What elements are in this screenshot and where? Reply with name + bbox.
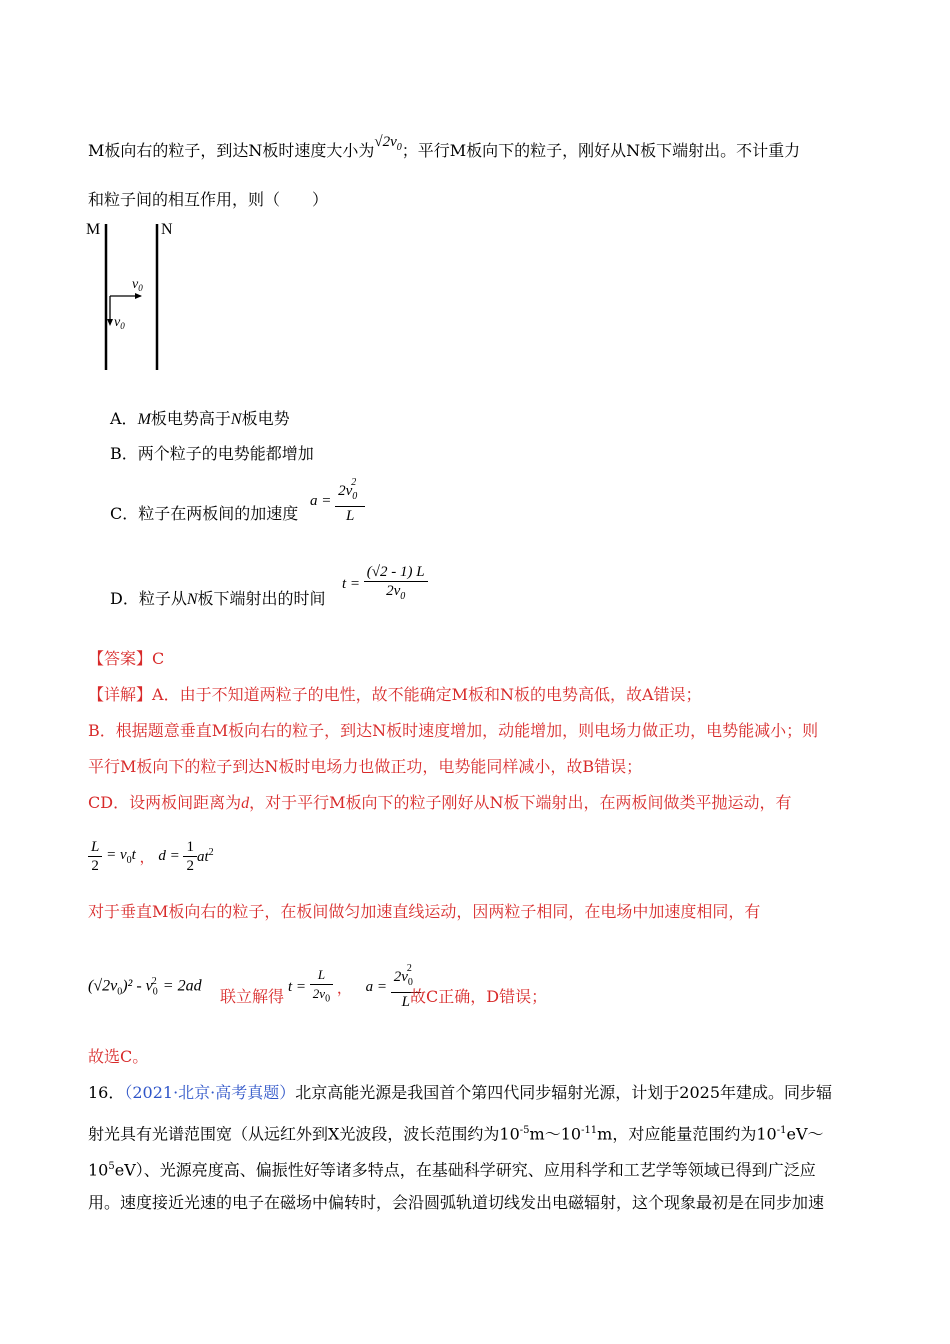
q16-line2: 射光具有光谱范围宽（从远红外到X光波段，波长范围约为$10^{-5}m\sim 10^{-11}m$，对应能量范围约为$10^{-1}eV\sim$ xyxy=(88,1124,824,1144)
sqrt2-v0: $√2v_0$ xyxy=(374,134,402,153)
option-a[interactable]: A．M板电势高于N板电势 xyxy=(110,409,290,428)
q15-line1-b: ；平行M板向下的粒子，刚好从N板下端射出。不计重力 xyxy=(401,141,801,160)
detail-cd2: 对于垂直M板向右的粒子，在板间做匀加速直线运动，因两粒子相同，在电场中加速度相同，有 xyxy=(88,902,761,921)
label-v-down: $v_0$ xyxy=(114,315,125,331)
q15-line1 xyxy=(88,134,801,169)
option-b[interactable]: B．两个粒子的电势能都增加 xyxy=(110,444,314,463)
arrow-down-head xyxy=(107,319,113,326)
q16-line1: 16．（2021·北京·高考真题）北京高能光源是我国首个第四代同步辐射光源，计划于2025年建成。同步辐 xyxy=(88,1083,833,1102)
q16-source[interactable]: （2021·北京·高考真题） xyxy=(124,1083,296,1102)
label-n: N xyxy=(161,221,173,238)
q15-line2: 和粒子间的相互作用，则（ ） xyxy=(88,190,329,209)
formula-c: a = $\frac{2v_0^2}{L}$ xyxy=(310,478,365,525)
detail-cd1: CD．设两板间距离为d，对于平行M板向下的粒子刚好从N板下端射出，在两板间做类平抛运动，有 xyxy=(88,793,792,812)
answer-label: 【答案】C xyxy=(88,649,165,668)
detail-a: 【详解】A．由于不知道两粒子的电性，故不能确定M板和N板的电势高低，故A错误； xyxy=(88,685,702,704)
q16-number: 16． xyxy=(88,1083,125,1102)
q16-line4: 用。速度接近光速的电子在磁场中偏转时，会沿圆弧轨道切线发出电磁辐射，这个现象最初是在同步加速 xyxy=(88,1193,825,1212)
equation-3: t = $\frac{L}{2v_0}$ ， a = $\frac{2v_0^2}{L}$ xyxy=(288,964,421,1011)
detail-b2: 平行M板向下的粒子到达N板时电场力也做正功，电势能同样减小，故B错误； xyxy=(88,757,643,776)
arrow-right-head xyxy=(135,293,142,299)
detail-b1: B．根据题意垂直M板向右的粒子，到达N板时速度增加，动能增加，则电场力做正功，电势能减小；则 xyxy=(88,721,819,740)
label-m: M xyxy=(86,221,101,238)
label-v-right: $v_0$ xyxy=(132,277,143,293)
final-choice: 故选C。 xyxy=(88,1047,149,1066)
joint-solve: 联立解得 xyxy=(220,987,285,1006)
option-c[interactable]: C．粒子在两板间的加速度 xyxy=(110,504,299,523)
equation-2: $(√2v_0)^2 - v_0^2 = 2ad$ xyxy=(88,976,202,998)
conclusion: 故C正确，D错误； xyxy=(410,987,548,1006)
formula-d: t = $\frac{(√2 - 1) L}{2v_0}$ xyxy=(342,563,428,606)
plates-diagram xyxy=(84,216,194,376)
equation-1: $\frac{L}{2}$ = $v_0t$ ， d = $\frac{1}{2}$ $at^2$ xyxy=(88,838,214,875)
q15-line1-a: M板向右的粒子，到达N板时速度大小为 xyxy=(88,141,375,160)
option-d[interactable]: D．粒子从N板下端射出的时间 xyxy=(110,589,326,608)
q16-line3: $10^5eV$）、光源亮度高、偏振性好等诸多特点，在基础科学研究、应用科学和工艺学等领域已得到广泛应 xyxy=(88,1160,816,1180)
